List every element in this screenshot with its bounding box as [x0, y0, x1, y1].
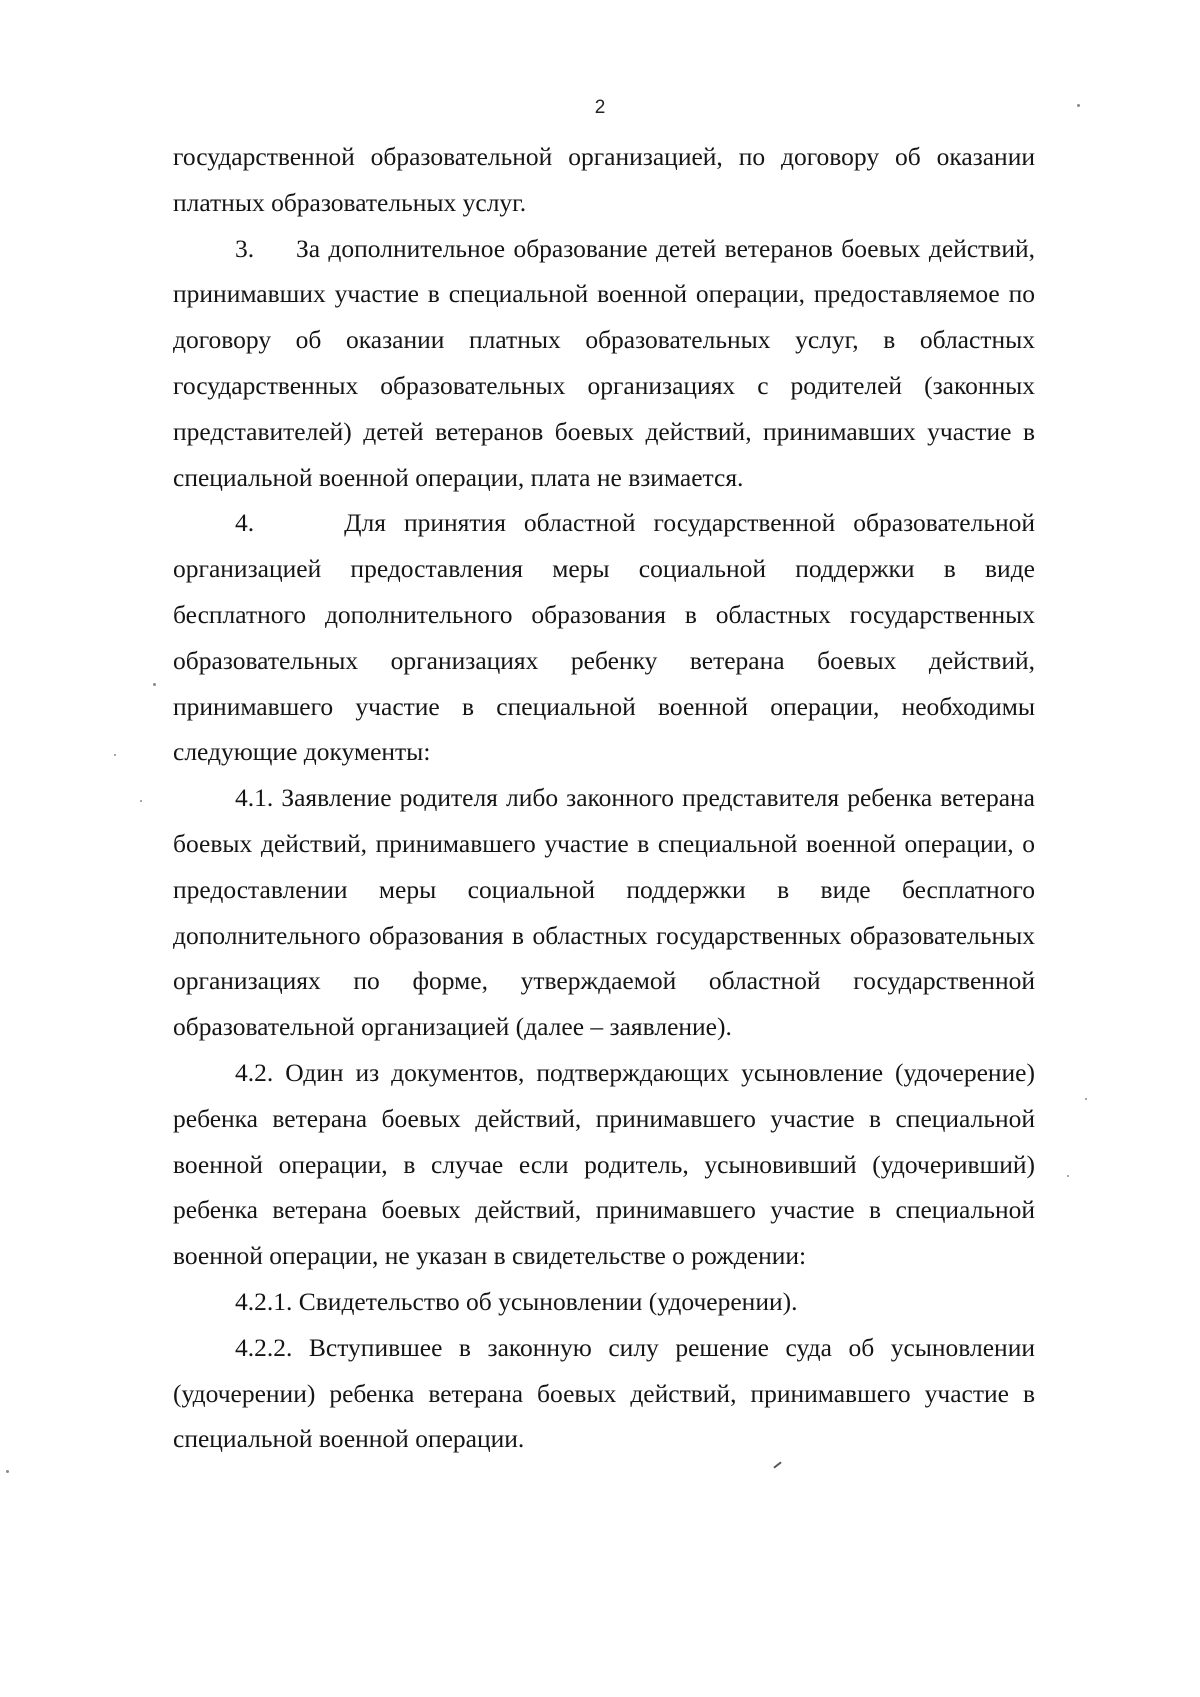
scan-speck [1085, 1098, 1087, 1100]
paragraph-item-4-2-1: 4.2.1. Свидетельство об усыновлении (удочерении). [235, 1286, 798, 1316]
paragraph-item-4-2: 4.2. Один из документов, подтверждающих усыновление (удочерение) ребенка ветерана боевых действий, принимавшего участие в специальной военной операции, в случае если родитель, усыновивший (удочеривший) ребенка ветерана боевых действий, принимавшего участие в специальной военной операции, не указан в свидетельстве о рождении: [173, 1057, 1035, 1271]
scan-mark [773, 1461, 781, 1468]
scan-speck [114, 754, 116, 756]
page-number: 2 [594, 97, 606, 118]
paragraph-item-3: 3. За дополнительное образование детей ветеранов боевых действий, принимавших участие в специальной военной операции, предоставляемое по договору об оказании платных образовательных услуг, в областных государственных образовательных организациях с родителей (законных представителей) детей ветеранов боевых действий, принимавших участие в специальной военной операции, плата не взимается. [173, 233, 1035, 492]
paragraph-item-4-1: 4.1. Заявление родителя либо законного представителя ребенка ветерана боевых действий, принимавшего участие в специальной военной операции, о предоставлении меры социальной поддержки в виде бесплатного дополнительного образования в областных государственных образовательных организациях по форме, утверждаемой областной государственной образовательной организацией (далее – заявление). [173, 783, 1035, 1042]
scan-speck [1077, 104, 1080, 107]
document-body [173, 134, 1035, 1462]
paragraph-item-4-2-2: 4.2.2. Вступившее в законную силу решение суда об усыновлении (удочерении) ребенка ветерана боевых действий, принимавшего участие в специальной военной операции. [173, 1332, 1035, 1454]
scan-speck [140, 800, 142, 802]
scan-speck [1067, 1175, 1069, 1177]
scan-speck [6, 1470, 9, 1473]
paragraph-item-4: 4. Для принятия областной государственной образовательной организацией предоставления меры социальной поддержки в виде бесплатного дополнительного образования в областных государственных образовательных организациях ребенку ветерана боевых действий, принимавшего участие в специальной военной операции, необходимы следующие документы: [173, 508, 1035, 767]
scan-speck [153, 683, 156, 686]
paragraph-continuation: государственной образовательной организацией, по договору об оказании платных образовательных услуг. [173, 142, 1035, 217]
